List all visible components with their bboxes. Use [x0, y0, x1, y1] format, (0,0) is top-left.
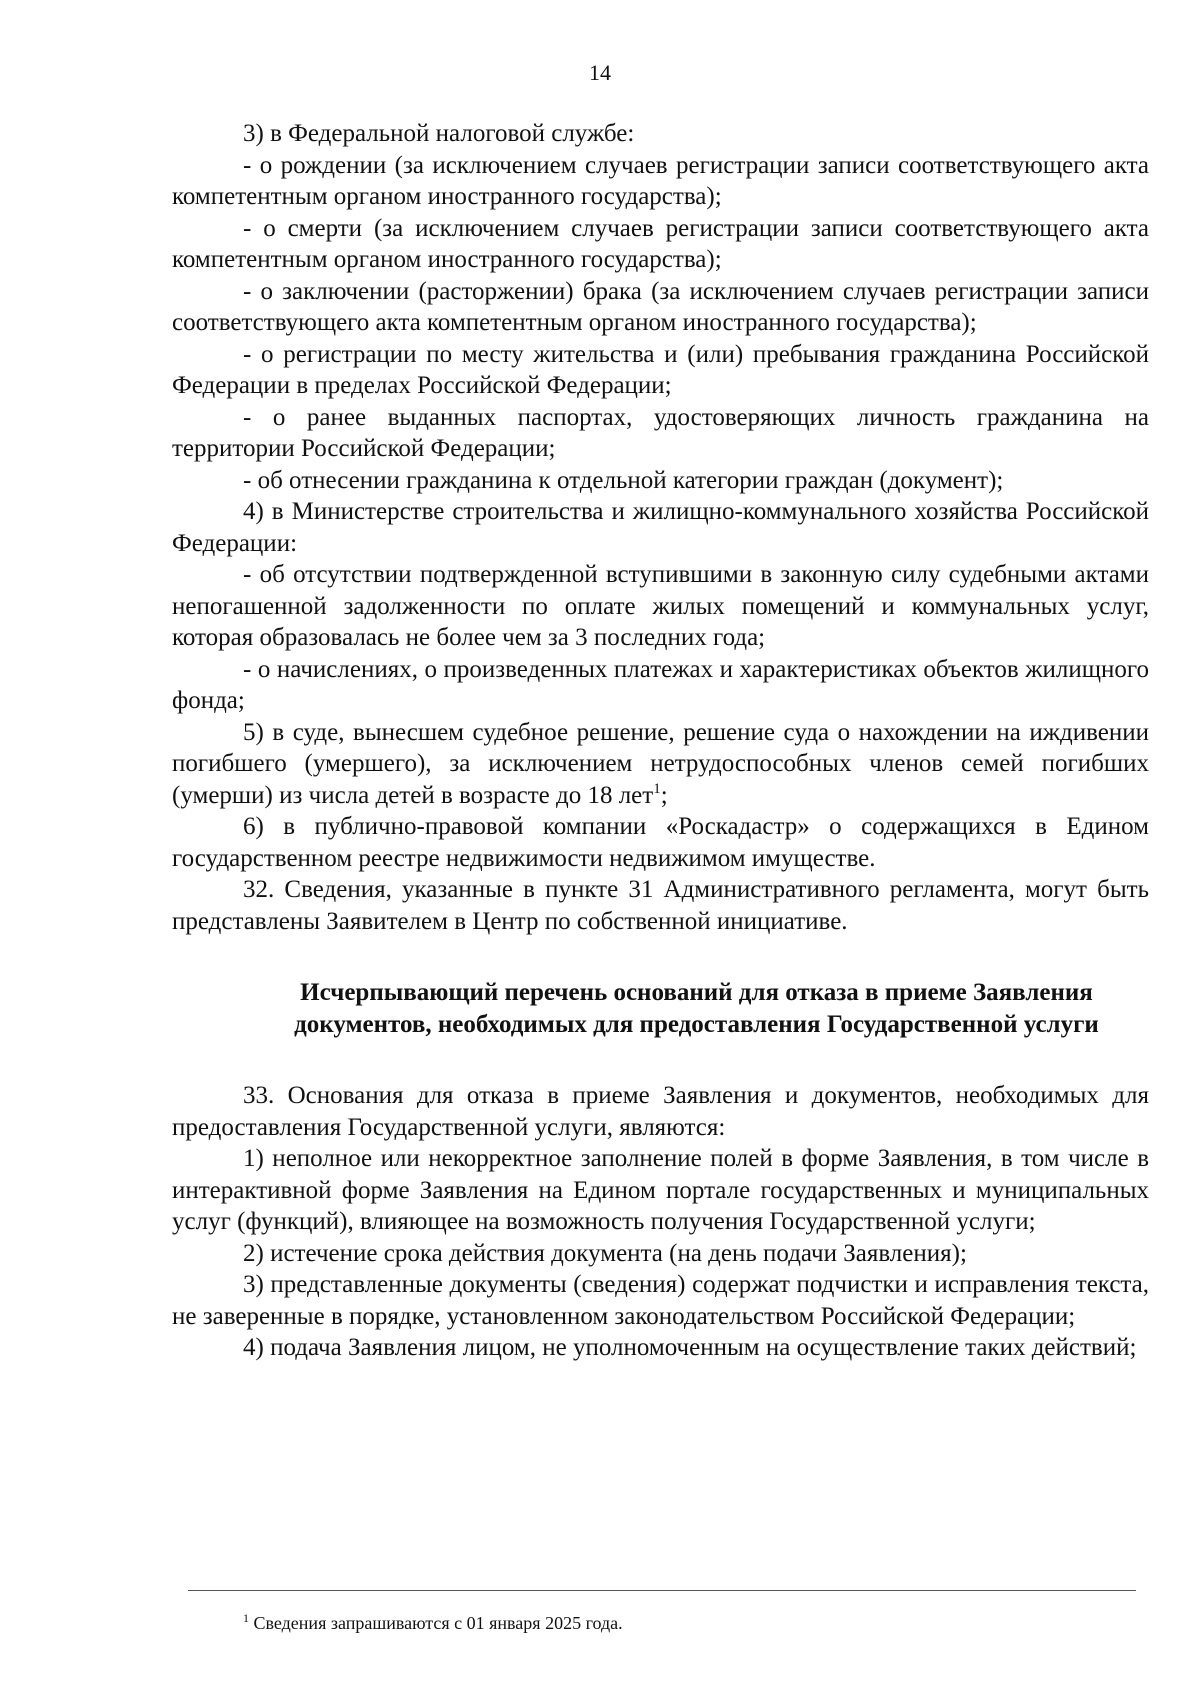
- document-body: [172, 118, 1149, 1364]
- footnote-reference[interactable]: 1: [653, 780, 661, 797]
- paragraph-text: 5) в суде, вынесшем судебное решение, решение суда о нахождении на иждивении погибшего (умершего), за исключением нетрудоспособных членов семей погибших (умерши) из числа детей в возрасте до 18 лет: [172, 718, 1149, 809]
- paragraph: 32. Сведения, указанные в пункте 31 Административного регламента, могут быть представлены Заявителем в Центр по собственной инициативе.: [172, 876, 1149, 935]
- paragraph: 4) в Министерстве строительства и жилищно-коммунального хозяйства Российской Федерации:: [172, 498, 1149, 557]
- paragraph: - о ранее выданных паспортах, удостоверяющих личность гражданина на территории Российской Федерации;: [172, 403, 1149, 462]
- page-number: 14: [589, 60, 611, 85]
- paragraph: - о рождении (за исключением случаев регистрации записи соответствующего акта компетентным органом иностранного государства);: [172, 151, 1149, 210]
- footnote-separator: [188, 1590, 1136, 1591]
- paragraph: - о заключении (расторжении) брака (за исключением случаев регистрации записи соответствующего акта компетентным органом иностранного государства);: [172, 277, 1149, 336]
- paragraph: 3) представленные документы (сведения) содержат подчистки и исправления текста, не заверенные в порядке, установленном законодательством Российской Федерации;: [172, 1271, 1149, 1330]
- footnote: [243, 1612, 623, 1634]
- footnote-text: Сведения запрашиваются с 01 января 2025 года.: [253, 1613, 623, 1633]
- paragraph: - о смерти (за исключением случаев регистрации записи соответствующего акта компетентным органом иностранного государства);: [172, 214, 1149, 273]
- paragraph: 4) подача Заявления лицом, не уполномоченным на осуществление таких действий;: [243, 1334, 1137, 1361]
- paragraph: - о начислениях, о произведенных платежах и характеристиках объектов жилищного фонда;: [172, 655, 1149, 714]
- paragraph: - об отсутствии подтвержденной вступившими в законную силу судебными актами непогашенной задолженности по оплате жилых помещений и коммунальных услуг, которая образовалась не более чем за 3 последних года;: [172, 561, 1149, 651]
- paragraph: 3) в Федеральной налоговой службе:: [243, 120, 635, 147]
- footnote-marker: 1: [243, 1611, 249, 1625]
- paragraph: 1) неполное или некорректное заполнение полей в форме Заявления, в том числе в интерактивной форме Заявления на Едином портале государственных и муниципальных услуг (функций), влияющее на возможность получения Государственной услуги;: [172, 1145, 1149, 1235]
- paragraph: - об отнесении гражданина к отдельной категории граждан (документ);: [243, 466, 1004, 494]
- paragraph: 2) истечение срока действия документа (на день подачи Заявления);: [243, 1239, 967, 1267]
- paragraph: - о регистрации по месту жительства и (или) пребывания гражданина Российской Федерации в пределах Российской Федерации;: [172, 340, 1149, 399]
- paragraph: 33. Основания для отказа в приеме Заявления и документов, необходимых для предоставления Государственной услуги, являются:: [172, 1082, 1149, 1141]
- paragraph-tail: ;: [660, 781, 668, 809]
- paragraph: 6) в публично-правовой компании «Роскадастр» о содержащихся в Едином государственном реестре недвижимости недвижимом имуществе.: [172, 813, 1149, 872]
- section-heading: Исчерпывающий перечень оснований для отказа в приеме Заявления документов, необходимых для предоставления Государственной услуги: [294, 979, 1099, 1038]
- paragraph-with-footnote: [172, 717, 1149, 812]
